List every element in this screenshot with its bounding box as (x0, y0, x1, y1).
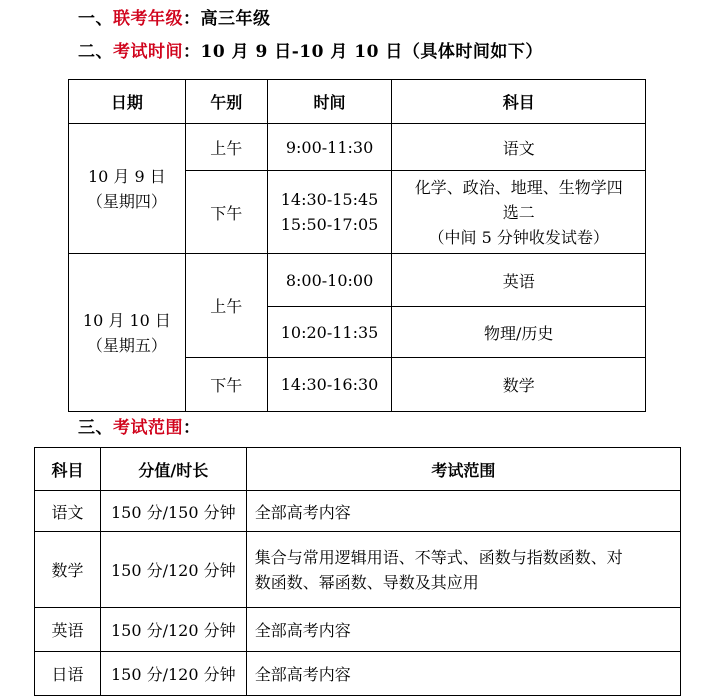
schedule-table (68, 79, 646, 412)
subject-cell: 英语 (392, 254, 646, 307)
section-label: 联考年级 (113, 9, 183, 29)
period-cell: 上午 (185, 124, 267, 171)
subject-cell: 日语 (35, 652, 101, 696)
subject-cell: 数学 (392, 358, 646, 412)
date-text: 10 月 9 日 (87, 166, 166, 186)
weekday-text: （星期四） (86, 191, 167, 211)
time-cell: 8:00-10:00 (267, 254, 392, 307)
header-time: 时间 (267, 80, 392, 124)
section-separator: ： (183, 418, 201, 438)
header-subject: 科目 (392, 80, 646, 124)
range-cell (246, 532, 680, 608)
period-cell: 上午 (185, 254, 267, 358)
table-row (35, 532, 681, 608)
score-cell: 150 分/120 分钟 (100, 608, 246, 652)
section-time (78, 37, 543, 62)
range-cell: 全部高考内容 (246, 608, 680, 652)
scope-table (34, 447, 681, 696)
time-cell (267, 171, 392, 254)
time-cell: 14:30-16:30 (267, 358, 392, 412)
score-cell: 150 分/150 分钟 (100, 491, 246, 532)
date-cell (69, 254, 186, 412)
subject-cell: 语文 (392, 124, 646, 171)
section-number: 二、 (78, 42, 113, 62)
range-cell: 全部高考内容 (246, 491, 680, 532)
range-line: 数函数、幂函数、导数及其应用 (254, 572, 479, 592)
subject-line: 选二 (502, 202, 535, 222)
subject-cell (392, 171, 646, 254)
date-text: 10 月 10 日 (82, 310, 171, 330)
weekday-text: （星期五） (86, 335, 167, 355)
section-separator: ： (183, 9, 201, 29)
subject-cell: 语文 (35, 491, 101, 532)
period-cell: 下午 (185, 358, 267, 412)
subject-line: 化学、政治、地理、生物学四 (414, 177, 623, 197)
section-number: 一、 (78, 9, 113, 29)
table-row (35, 608, 681, 652)
table-header-row (69, 80, 646, 124)
time-text: 14:30-15:45 (280, 190, 379, 209)
section-number: 三、 (78, 418, 113, 438)
time-cell: 10:20-11:35 (267, 307, 392, 358)
range-cell: 全部高考内容 (246, 652, 680, 696)
range-line: 集合与常用逻辑用语、不等式、函数与指数函数、对 (254, 547, 623, 567)
section-grade (78, 4, 271, 29)
score-cell: 150 分/120 分钟 (100, 532, 246, 608)
time-text: 15:50-17:05 (280, 215, 379, 234)
subject-cell: 英语 (35, 608, 101, 652)
time-cell: 9:00-11:30 (267, 124, 392, 171)
table-row (35, 652, 681, 696)
subject-line: （中间 5 分钟收发试卷） (428, 227, 609, 247)
section-value: 10 月 9 日-10 月 10 日（具体时间如下） (200, 42, 543, 62)
section-separator: ： (183, 42, 201, 62)
header-period: 午别 (185, 80, 267, 124)
period-cell: 下午 (185, 171, 267, 254)
header-date: 日期 (69, 80, 186, 124)
date-cell (69, 124, 186, 254)
section-label: 考试范围 (113, 418, 183, 438)
section-scope (78, 413, 201, 438)
table-row (35, 491, 681, 532)
header-score: 分值/时长 (100, 448, 246, 491)
table-row (69, 124, 646, 171)
section-label: 考试时间 (113, 42, 183, 62)
subject-cell: 物理/历史 (392, 307, 646, 358)
table-row (69, 254, 646, 307)
score-cell: 150 分/120 分钟 (100, 652, 246, 696)
section-value: 高三年级 (200, 9, 271, 29)
subject-cell: 数学 (35, 532, 101, 608)
header-subject: 科目 (35, 448, 101, 491)
header-range: 考试范围 (246, 448, 680, 491)
table-header-row (35, 448, 681, 491)
